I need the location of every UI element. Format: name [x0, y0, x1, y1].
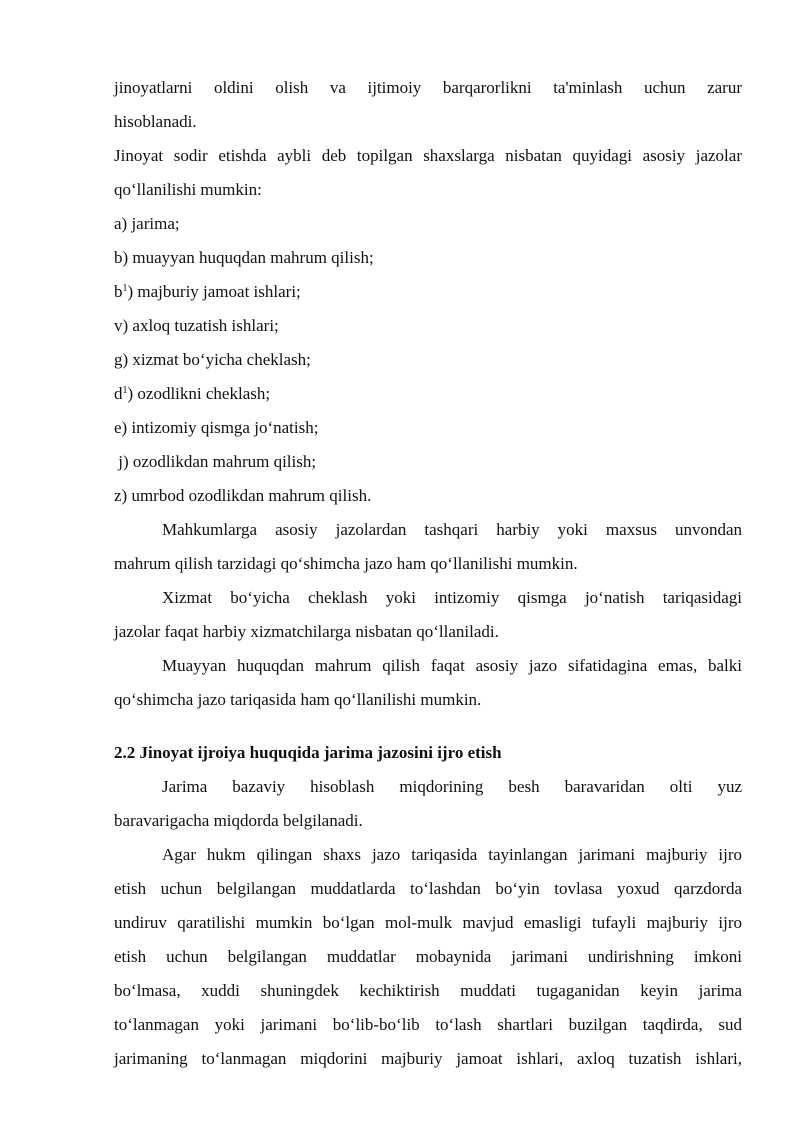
paragraph-line: qo‘shimcha jazo tariqasida ham qo‘llanilishi mumkin.: [114, 690, 482, 709]
paragraph-line: undiruv qaratilishi mumkin bo‘lgan mol-mulk mavjud emasligi tufayli majburiy ijro: [114, 913, 742, 932]
text-line: hisoblanadi.: [114, 112, 197, 131]
superscript: 1: [122, 385, 128, 396]
list-item: [114, 281, 742, 303]
list-item: [114, 383, 742, 405]
text-line: Jinoyat sodir etishda aybli deb topilgan shaxslarga nisbatan quyidagi asosiy jazolar: [114, 146, 742, 165]
list-item-text: ) ozodlikni cheklash;: [127, 384, 271, 403]
paragraph-line: Xizmat bo‘yicha cheklash yoki intizomiy qismga jo‘natish tariqasidagi: [162, 588, 742, 607]
paragraph-line: Muayyan huquqdan mahrum qilish faqat asosiy jazo sifatidagina emas, balki: [162, 656, 742, 675]
text-line: jinoyatlarni oldini olish va ijtimoiy barqarorlikni ta'minlash uchun zarur: [114, 78, 742, 97]
paragraph-line: etish uchun belgilangan muddatlar mobaynida jarimani undirishning imkoni: [114, 947, 742, 966]
superscript: 1: [122, 283, 128, 294]
paragraph-line: Agar hukm qilingan shaxs jazo tariqasida tayinlangan jarimani majburiy ijro: [162, 845, 742, 864]
list-item: g) xizmat bo‘yicha cheklash;: [114, 350, 311, 369]
section-heading: 2.2 Jinoyat ijroiya huquqida jarima jazosini ijro etish: [114, 743, 502, 762]
paragraph-line: bo‘lmasa, xuddi shuningdek kechiktirish muddati tugaganidan keyin jarima: [114, 981, 742, 1000]
list-item: v) axloq tuzatish ishlari;: [114, 316, 279, 335]
paragraph-line: mahrum qilish tarzidagi qo‘shimcha jazo ham qo‘llanilishi mumkin.: [114, 554, 578, 573]
list-item: b) muayyan huquqdan mahrum qilish;: [114, 248, 374, 267]
paragraph-line: etish uchun belgilangan muddatlarda to‘lashdan bo‘yin tovlasa yoxud qarzdorda: [114, 879, 742, 898]
list-item-text: ) majburiy jamoat ishlari;: [127, 282, 301, 301]
list-item: e) intizomiy qismga jo‘natish;: [114, 418, 319, 437]
list-item: j) ozodlikdan mahrum qilish;: [114, 452, 317, 471]
paragraph-line: jazolar faqat harbiy xizmatchilarga nisbatan qo‘llaniladi.: [114, 622, 499, 641]
list-marker: d: [114, 384, 123, 403]
paragraph-line: Jarima bazaviy hisoblash miqdorining besh baravaridan olti yuz: [162, 777, 742, 796]
list-item: a) jarima;: [114, 214, 180, 233]
paragraph-line: Mahkumlarga asosiy jazolardan tashqari harbiy yoki maxsus unvondan: [162, 520, 742, 539]
paragraph-line: to‘lanmagan yoki jarimani bo‘lib-bo‘lib to‘lash shartlari buzilgan taqdirda, sud: [114, 1015, 742, 1034]
list-marker: b: [114, 282, 123, 301]
text-line: qo‘llanilishi mumkin:: [114, 180, 262, 199]
paragraph-line: baravarigacha miqdorda belgilanadi.: [114, 811, 363, 830]
list-item: z) umrbod ozodlikdan mahrum qilish.: [114, 486, 372, 505]
paragraph-line: jarimaning to‘lanmagan miqdorini majburiy jamoat ishlari, axloq tuzatish ishlari,: [114, 1049, 742, 1068]
